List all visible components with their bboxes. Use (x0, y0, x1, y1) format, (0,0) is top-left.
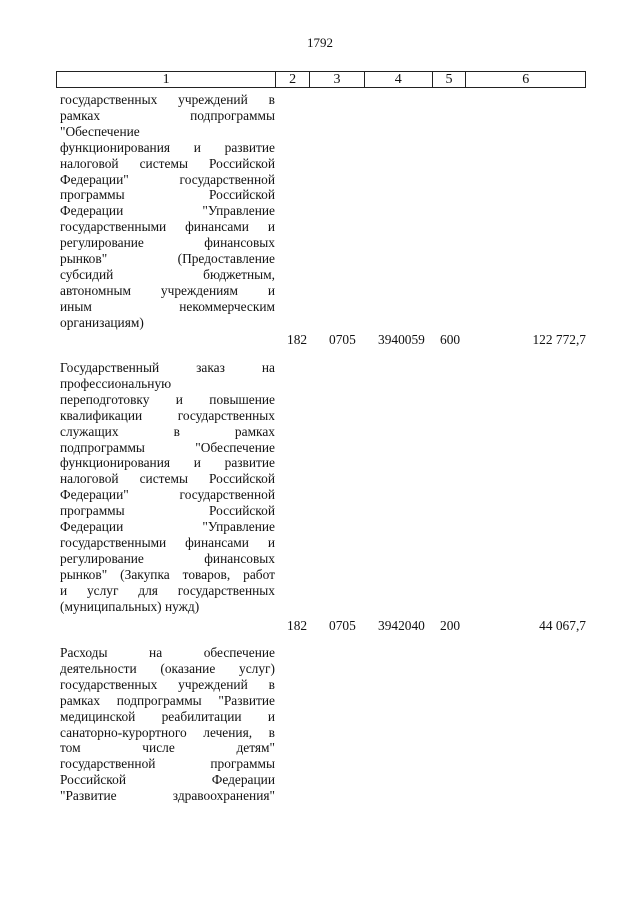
description-line: налоговой системы Российской (60, 155, 275, 171)
description-line: служащих в рамках (60, 423, 275, 439)
description-line: программы Российской (60, 503, 275, 519)
description-line: переподготовку и повышение (60, 391, 275, 407)
page-number: 1792 (307, 35, 333, 50)
cell-col6: 44 067,7 (539, 618, 586, 633)
column-header-1: 1 (57, 72, 276, 87)
description-line: Федерации" государственной (60, 487, 275, 503)
cell-col4: 3942040 (378, 618, 425, 633)
description-line: медицинской реабилитации и (60, 708, 275, 724)
description-line: Федерации "Управление (60, 519, 275, 535)
description-line: функционирования и развитие (60, 139, 275, 155)
column-header-2: 2 (276, 72, 310, 87)
description-line: рамках подпрограммы (60, 107, 275, 123)
cell-col5: 200 (440, 618, 461, 633)
column-header-4: 4 (365, 72, 433, 87)
cell-col2: 182 (287, 618, 308, 633)
description-line: том числе детям" (60, 740, 275, 756)
cell-col5: 600 (440, 332, 461, 347)
cell-col6: 122 772,7 (532, 332, 586, 347)
description-line: государственными финансами и (60, 219, 275, 235)
row-description (60, 645, 275, 804)
description-line: Федерации "Управление (60, 203, 275, 219)
description-line: государственными финансами и (60, 534, 275, 550)
description-line: государственной программы (60, 756, 275, 772)
row-description (60, 360, 275, 615)
column-header-3: 3 (310, 72, 365, 87)
description-line: "Обеспечение (60, 123, 140, 139)
description-line: профессиональную (60, 375, 172, 391)
description-line: рынков" (Закупка товаров, работ (60, 566, 275, 582)
table-header-row (56, 71, 586, 88)
cell-col2: 182 (287, 332, 308, 347)
description-line: и услуг для государственных (60, 582, 275, 598)
description-line: регулирование финансовых (60, 550, 275, 566)
cell-col3: 0705 (329, 332, 356, 347)
column-header-6: 6 (522, 71, 530, 87)
description-line: квалификации государственных (60, 407, 275, 423)
description-line: программы Российской (60, 187, 275, 203)
description-line: (муниципальных) нужд) (60, 598, 200, 614)
description-line: Российской Федерации (60, 772, 275, 788)
description-line: регулирование финансовых (60, 235, 275, 251)
column-header-5: 5 (433, 72, 467, 87)
description-line: Расходы на обеспечение (60, 645, 275, 660)
description-line: рынков" (Предоставление (60, 251, 275, 267)
description-line: функционирования и развитие (60, 455, 275, 471)
description-line: государственных учреждений в (60, 676, 275, 692)
description-line: организациям) (60, 314, 144, 330)
row-description (60, 92, 275, 331)
description-line: налоговой системы Российской (60, 471, 275, 487)
description-line: деятельности (оказание услуг) (60, 660, 275, 676)
description-line: иным некоммерческим (60, 298, 275, 314)
description-line: субсидий бюджетным, (60, 266, 275, 282)
description-line: автономным учреждениям и (60, 282, 275, 298)
description-line: санаторно-курортного лечения, в (60, 724, 275, 740)
cell-col3: 0705 (329, 618, 356, 633)
description-line: Федерации" государственной (60, 171, 275, 187)
description-line: рамках подпрограммы "Развитие (60, 692, 275, 708)
description-line: "Развитие здравоохранения" (60, 788, 275, 804)
description-line: подпрограммы "Обеспечение (60, 439, 275, 455)
cell-col4: 3940059 (378, 332, 425, 347)
description-line: государственных учреждений в (60, 92, 275, 107)
description-line: Государственный заказ на (60, 360, 275, 375)
